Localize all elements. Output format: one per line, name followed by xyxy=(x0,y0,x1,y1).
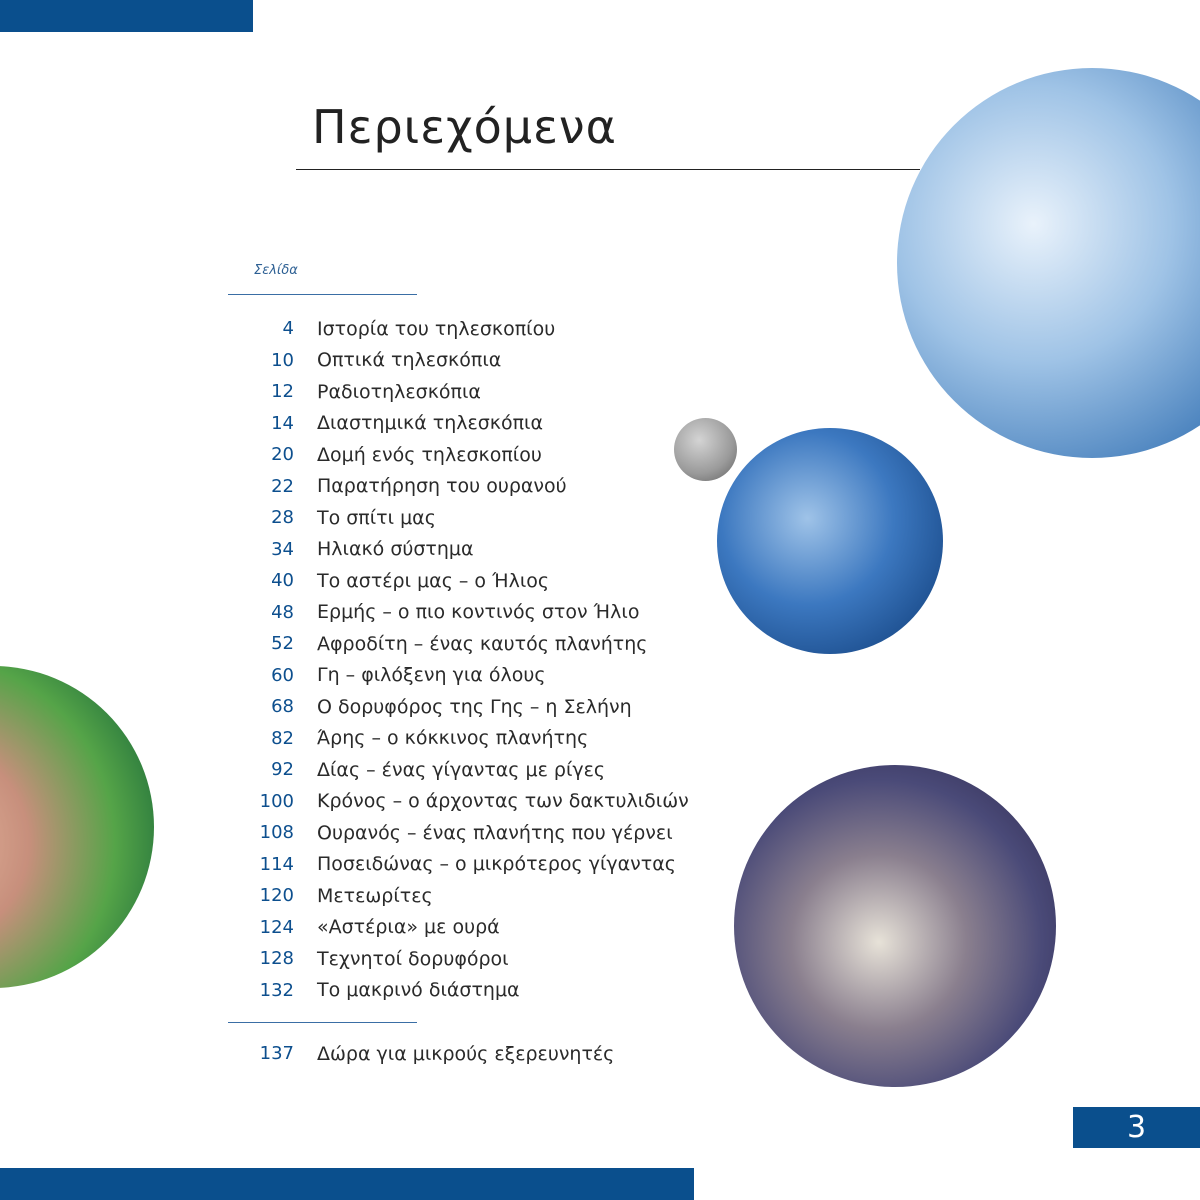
toc-title: Ραδιοτηλεσκόπια xyxy=(317,380,481,403)
toc-page-number: 132 xyxy=(259,979,294,1001)
toc-item[interactable] xyxy=(240,534,700,566)
toc-item[interactable] xyxy=(240,313,700,345)
toc-page-number: 124 xyxy=(259,916,294,938)
toc-page-number: 10 xyxy=(271,349,294,371)
toc-title: Άρης – ο κόκκινος πλανήτης xyxy=(317,727,589,750)
toc-title: Ο δορυφόρος της Γης – η Σελήνη xyxy=(317,695,632,718)
toc-item[interactable] xyxy=(240,660,700,692)
toc-item[interactable] xyxy=(240,628,700,660)
toc-title: Το μακρινό διάστημα xyxy=(317,979,520,1002)
toc-item[interactable] xyxy=(240,408,700,440)
toc-item[interactable] xyxy=(240,471,700,503)
toc-page-number: 40 xyxy=(271,570,294,592)
toc-title: Το σπίτι μας xyxy=(317,506,436,529)
toc-title: Ιστορία του τηλεσκοπίου xyxy=(317,317,556,340)
toc-title: Γη – φιλόξενη για όλους xyxy=(317,664,546,687)
toc-item[interactable] xyxy=(240,691,700,723)
toc-item[interactable] xyxy=(240,912,700,944)
toc-title: Δώρα για μικρούς εξερευνητές xyxy=(317,1042,615,1065)
toc-bottom-divider xyxy=(228,1022,417,1023)
toc-item-extra[interactable] xyxy=(240,1038,614,1070)
toc-page-number: 68 xyxy=(271,696,294,718)
toc-title: «Αστέρια» με ουρά xyxy=(317,916,500,939)
toc-item[interactable] xyxy=(240,565,700,597)
toc-title: Δίας – ένας γίγαντας με ρίγες xyxy=(317,758,606,781)
nebula-image xyxy=(734,765,1056,1087)
toc-page-number: 22 xyxy=(271,475,294,497)
page-column-label: Σελίδα xyxy=(254,263,298,278)
toc-title: Οπτικά τηλεσκόπια xyxy=(317,349,502,372)
toc-item[interactable] xyxy=(240,975,700,1007)
toc-title: Παρατήρηση του ουρανού xyxy=(317,475,567,498)
toc-item[interactable] xyxy=(240,723,700,755)
moon-image xyxy=(674,418,737,481)
toc-page-number: 14 xyxy=(271,412,294,434)
toc-page-number: 34 xyxy=(271,538,294,560)
toc-title: Ουρανός – ένας πλανήτης που γέρνει xyxy=(317,821,673,844)
toc-title: Ηλιακό σύστημα xyxy=(317,538,474,561)
toc-item[interactable] xyxy=(240,943,700,975)
toc-title: Δομή ενός τηλεσκοπίου xyxy=(317,443,542,466)
toc-page-number: 92 xyxy=(271,759,294,781)
toc-title: Μετεωρίτες xyxy=(317,884,433,907)
toc-page-number: 48 xyxy=(271,601,294,623)
toc-page-number: 28 xyxy=(271,507,294,529)
toc-item[interactable] xyxy=(240,502,700,534)
title-divider xyxy=(296,169,920,170)
toc-title: Κρόνος – ο άρχοντας των δακτυλιδιών xyxy=(317,790,689,813)
toc-page-number: 137 xyxy=(259,1043,294,1065)
toc-page-number: 120 xyxy=(259,885,294,907)
toc-item[interactable] xyxy=(240,597,700,629)
toc-top-divider xyxy=(228,294,417,295)
toc-item[interactable] xyxy=(240,345,700,377)
toc-title: Ποσειδώνας – ο μικρότερος γίγαντας xyxy=(317,853,676,876)
toc-page-number: 100 xyxy=(259,790,294,812)
toc-item[interactable] xyxy=(240,754,700,786)
toc-title: Διαστημικά τηλεσκόπια xyxy=(317,412,544,435)
hubble-telescope-image xyxy=(897,68,1200,458)
toc-title: Το αστέρι μας – ο Ήλιος xyxy=(317,569,550,592)
toc-page-number: 82 xyxy=(271,727,294,749)
toc-title: Τεχνητοί δορυφόροι xyxy=(317,947,509,970)
toc-title: Αφροδίτη – ένας καυτός πλανήτης xyxy=(317,632,648,655)
toc-page-number: 108 xyxy=(259,822,294,844)
toc-title: Ερμής – ο πιο κοντινός στον Ήλιο xyxy=(317,601,640,624)
toc-item[interactable] xyxy=(240,817,700,849)
earth-image xyxy=(717,428,943,654)
toc-item[interactable] xyxy=(240,849,700,881)
toc-extra-list xyxy=(240,1038,614,1070)
toc-page-number: 20 xyxy=(271,444,294,466)
page-title: Περιεχόμενα xyxy=(312,100,617,154)
top-accent-bar xyxy=(0,0,253,32)
toc-page-number: 4 xyxy=(282,318,294,340)
toc-page-number: 128 xyxy=(259,948,294,970)
venus-image xyxy=(0,666,154,988)
bottom-accent-bar xyxy=(0,1168,694,1200)
toc-item[interactable] xyxy=(240,786,700,818)
toc-page-number: 52 xyxy=(271,633,294,655)
toc-item[interactable] xyxy=(240,439,700,471)
toc-item[interactable] xyxy=(240,376,700,408)
toc-page-number: 60 xyxy=(271,664,294,686)
toc-page-number: 12 xyxy=(271,381,294,403)
page-number-badge: 3 xyxy=(1073,1107,1200,1148)
toc-item[interactable] xyxy=(240,880,700,912)
toc-list xyxy=(240,313,700,1006)
toc-page-number: 114 xyxy=(259,853,294,875)
